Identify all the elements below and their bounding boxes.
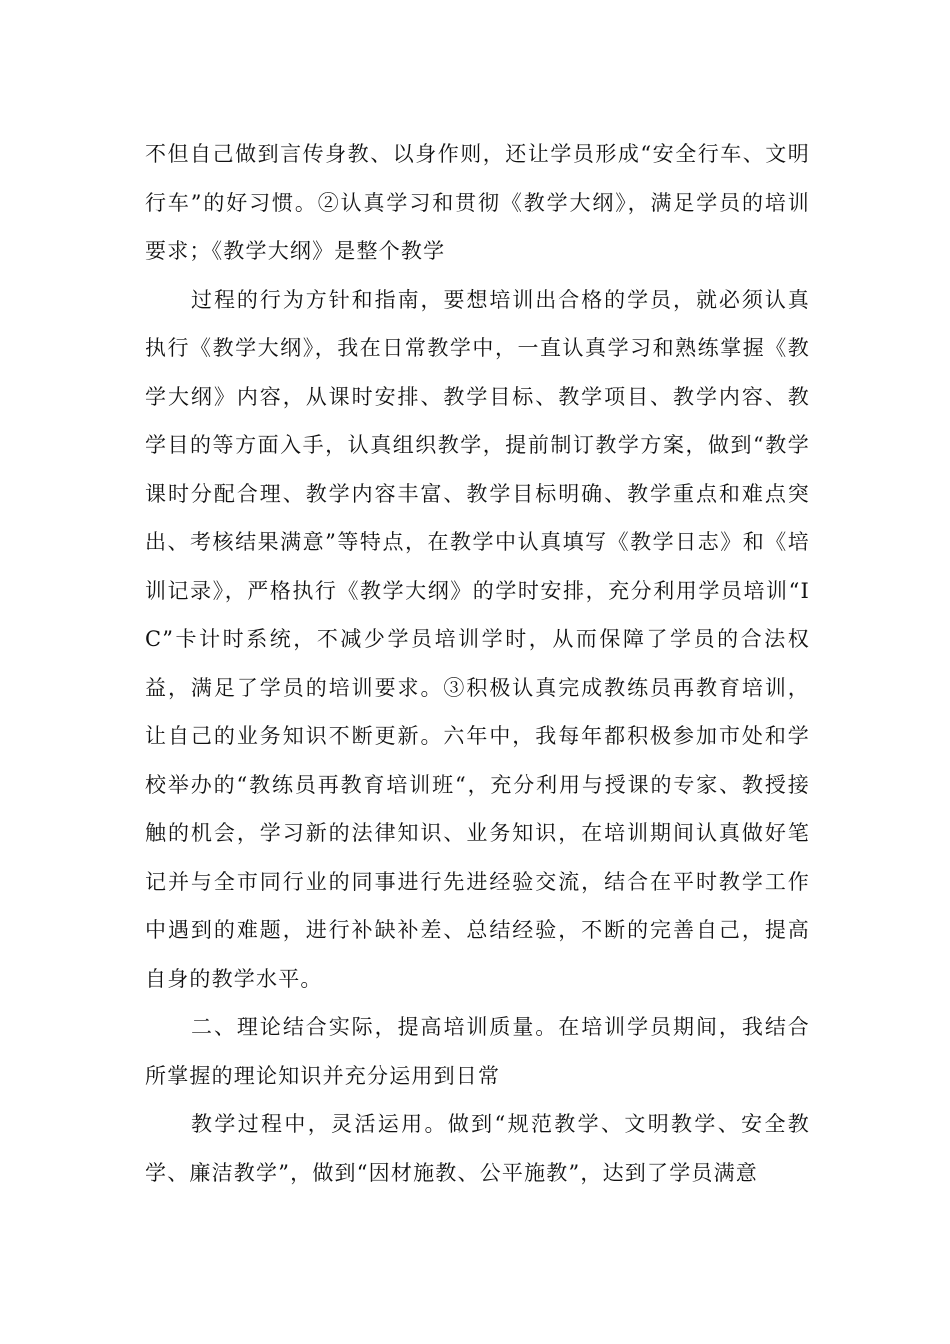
paragraph-3: 二、理论结合实际，提高培训质量。在培训学员期间，我结合所掌握的理论知识并充分运用到日常 [145, 1015, 810, 1088]
paragraph-1: 不但自己做到言传身教、以身作则，还让学员形成“安全行车、文明行车”的好习惯。②认真学习和贯彻《教学大纲》，满足学员的培训要求；《教学大纲》是整个教学 [145, 142, 810, 263]
paragraph-4: 教学过程中，灵活运用。做到“规范教学、文明教学、安全教学、廉洁教学”，做到“因材施教、公平施教”，达到了学员满意 [145, 1112, 810, 1185]
paragraph-2: 过程的行为方针和指南，要想培训出合格的学员，就必须认真执行《教学大纲》，我在日常教学中，一直认真学习和熟练掌握《教学大纲》内容，从课时安排、教学目标、教学项目、教学内容、教学目的等方面入手，认真组织教学，提前制订教学方案，做到“教学课时分配合理、教学内容丰富、教学目标明确、教学重点和难点突出、考核结果满意”等特点，在教学中认真填写《教学日志》和《培训记录》，严格执行《教学大纲》的学时安排，充分利用学员培训“IC”卡计时系统，不减少学员培训学时，从而保障了学员的合法权益，满足了学员的培训要求。③积极认真完成教练员再教育培训，让自己的业务知识不断更新。六年中，我每年都积极参加市处和学校举办的“教练员再教育培训班“，充分利用与授课的专家、教授接触的机会，学习新的法律知识、业务知识，在培训期间认真做好笔记并与全市同行业的同事进行先进经验交流，结合在平时教学工作中遇到的难题，进行补缺补差、总结经验，不断的完善自己，提高自身的教学水平。 [145, 287, 810, 991]
document-page [145, 130, 810, 1197]
